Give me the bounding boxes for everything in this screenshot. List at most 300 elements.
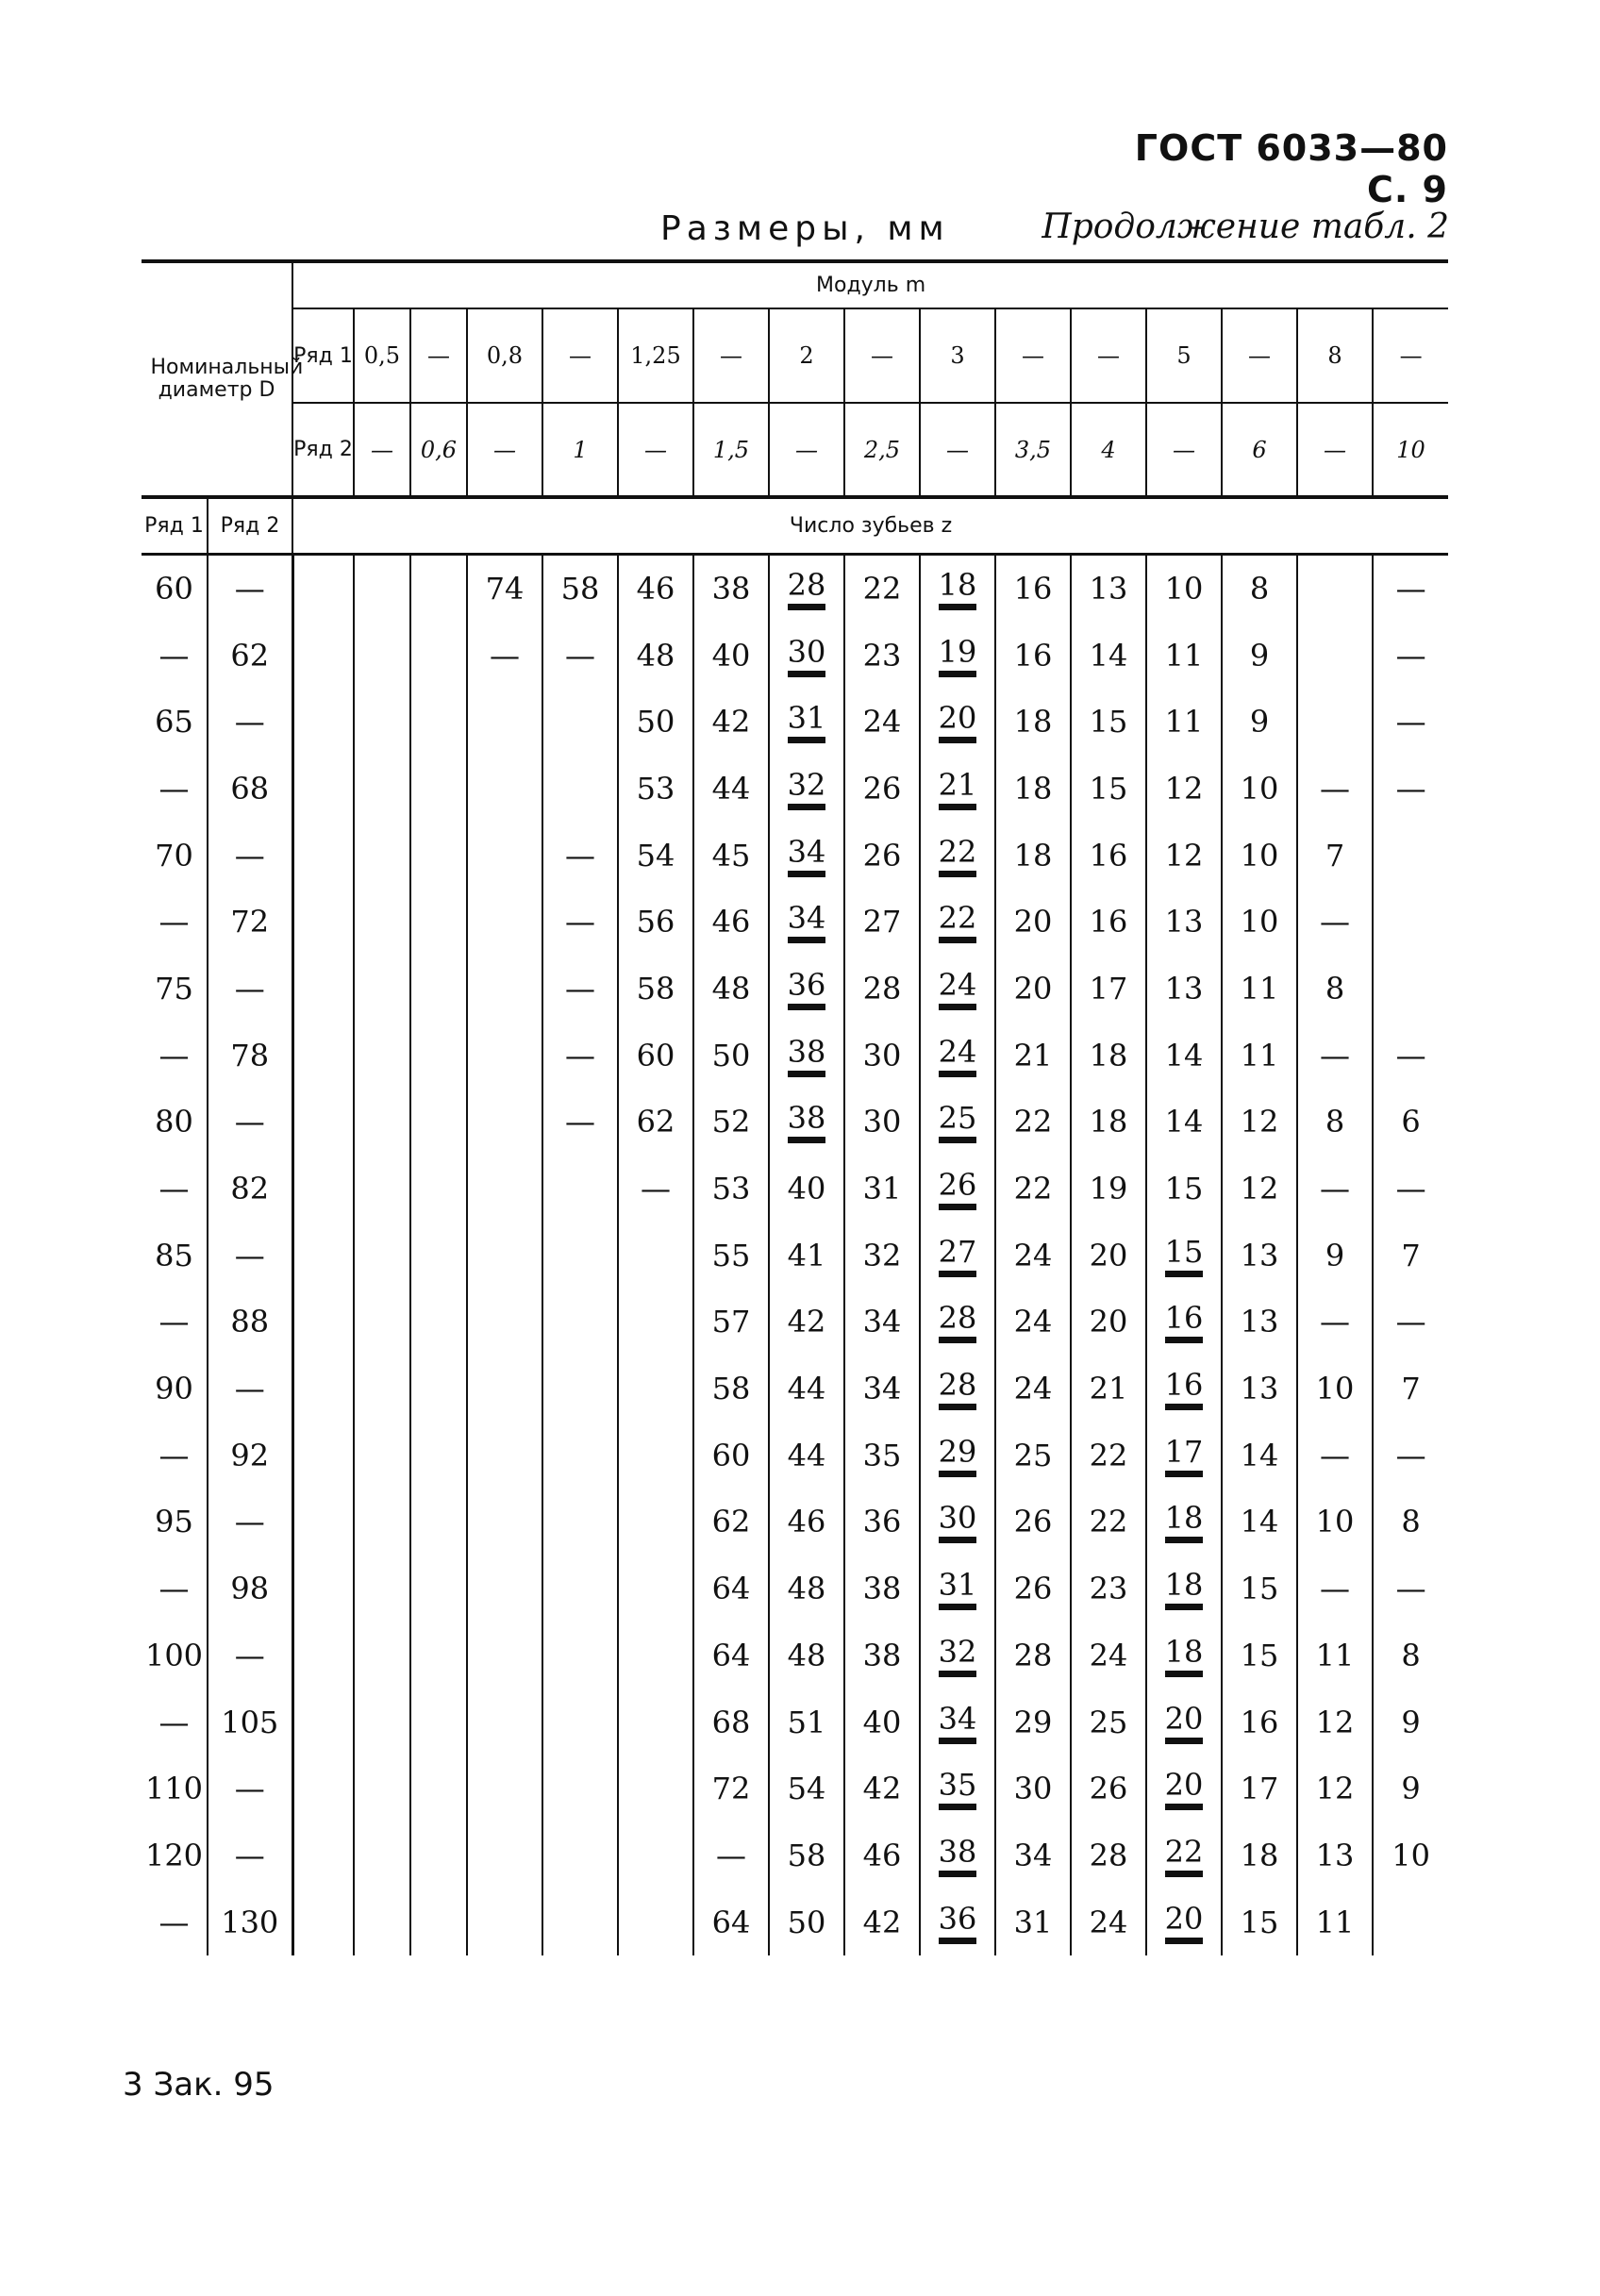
teeth-count-cell: [769, 1022, 844, 1089]
teeth-count-cell: 60: [618, 1022, 693, 1089]
teeth-count-cell: 21: [1071, 1356, 1146, 1423]
teeth-count-cell: [354, 554, 410, 622]
teeth-count-cell: 51: [769, 1689, 844, 1755]
teeth-count-cell: 13: [1222, 1356, 1297, 1423]
teeth-count-cell: 10: [1222, 822, 1297, 889]
teeth-count-cell: 7: [1373, 1222, 1448, 1289]
teeth-count-cell: 26: [844, 756, 920, 823]
teeth-count-cell: —: [1297, 1022, 1373, 1089]
teeth-count-cell: 44: [693, 756, 769, 823]
table-row: [142, 1289, 1448, 1356]
underlined-value: 30: [939, 1503, 977, 1543]
teeth-count-cell: [1297, 622, 1373, 689]
teeth-count-cell: [920, 1755, 995, 1822]
row-label-spacer: [292, 689, 354, 756]
teeth-count-cell: 42: [769, 1289, 844, 1356]
teeth-count-cell: [920, 1689, 995, 1755]
teeth-count-cell: 53: [693, 1156, 769, 1223]
row-label-spacer: [292, 1422, 354, 1489]
teeth-count-cell: 42: [844, 1755, 920, 1822]
diameter-row1-cell: 75: [155, 970, 193, 1007]
row-label-spacer: [292, 956, 354, 1023]
diameter-row2-cell: —: [208, 689, 292, 756]
teeth-count-cell: 14: [1222, 1489, 1297, 1556]
teeth-count-cell: 12: [1297, 1755, 1373, 1822]
teeth-count-cell: —: [542, 956, 618, 1023]
teeth-count-cell: [1297, 689, 1373, 756]
teeth-count-cell: 22: [844, 554, 920, 622]
teeth-count-cell: 64: [693, 1888, 769, 1955]
teeth-count-cell: [410, 1089, 467, 1156]
teeth-count-cell: [920, 1289, 995, 1356]
teeth-count-cell: 46: [844, 1822, 920, 1889]
teeth-count-cell: 41: [769, 1222, 844, 1289]
teeth-count-cell: 50: [693, 1022, 769, 1089]
teeth-count-cell: 13: [1146, 889, 1222, 956]
module-row1: [142, 308, 1448, 403]
teeth-count-cell: 29: [995, 1689, 1071, 1755]
teeth-count-cell: [542, 1422, 618, 1489]
teeth-count-cell: [354, 756, 410, 823]
row-label-spacer: [292, 1556, 354, 1622]
diameter-row1-label: Ряд 1: [144, 513, 204, 538]
teeth-count-cell: [410, 1222, 467, 1289]
teeth-count-cell: [410, 1156, 467, 1223]
teeth-count-cell: [920, 822, 995, 889]
teeth-count-cell: [467, 756, 542, 823]
teeth-count-cell: 13: [1071, 554, 1146, 622]
module-row2-cell: 1,5: [693, 403, 769, 497]
module-row1-cell: —: [844, 308, 920, 403]
table-row: [142, 689, 1448, 756]
underlined-value: 20: [1165, 1770, 1204, 1810]
diameter-row2-cell: 105: [208, 1689, 292, 1755]
teeth-count-cell: —: [1297, 1422, 1373, 1489]
table-row: [142, 1822, 1448, 1889]
teeth-count-cell: [410, 1422, 467, 1489]
teeth-count-cell: [769, 889, 844, 956]
diameter-row2-cell: —: [208, 1622, 292, 1689]
teeth-count-cell: [410, 1755, 467, 1822]
teeth-count-cell: [542, 1356, 618, 1423]
teeth-count-cell: [467, 1022, 542, 1089]
module-row1-cell: —: [1373, 308, 1448, 403]
teeth-count-cell: [1146, 1689, 1222, 1755]
underlined-value: 24: [939, 970, 977, 1010]
teeth-count-cell: 40: [769, 1156, 844, 1223]
teeth-count-cell: 18: [995, 822, 1071, 889]
diameter-row1-cell: —: [158, 1304, 190, 1340]
table-row: [142, 1422, 1448, 1489]
teeth-count-cell: [354, 1689, 410, 1755]
diameter-row1-cell: 65: [155, 704, 193, 740]
teeth-count-cell: 38: [844, 1556, 920, 1622]
teeth-count-cell: [410, 1022, 467, 1089]
module-row1-cell: —: [542, 308, 618, 403]
teeth-count-cell: 22: [995, 1089, 1071, 1156]
row-label-spacer: [292, 1289, 354, 1356]
diameter-row2-cell: —: [208, 1222, 292, 1289]
underlined-value: 28: [939, 1370, 977, 1410]
teeth-count-cell: 13: [1297, 1822, 1373, 1889]
teeth-count-cell: [467, 689, 542, 756]
teeth-count-cell: 20: [1071, 1289, 1146, 1356]
teeth-count-cell: 48: [769, 1622, 844, 1689]
teeth-count-cell: [354, 1556, 410, 1622]
row-label-spacer: [292, 554, 354, 622]
diameter-row2-cell: 78: [208, 1022, 292, 1089]
teeth-count-cell: —: [1373, 1022, 1448, 1089]
teeth-count-cell: 20: [995, 956, 1071, 1023]
teeth-count-cell: 28: [844, 956, 920, 1023]
teeth-count-cell: [769, 822, 844, 889]
teeth-count-cell: [618, 1489, 693, 1556]
teeth-count-cell: [542, 756, 618, 823]
table-row: [142, 1556, 1448, 1622]
teeth-count-cell: 22: [1071, 1489, 1146, 1556]
module-row2-cell: —: [1146, 403, 1222, 497]
teeth-count-cell: 15: [1222, 1622, 1297, 1689]
teeth-count-cell: [354, 1822, 410, 1889]
module-row1-cell: —: [1071, 308, 1146, 403]
sizes-caption: Размеры, мм: [660, 209, 950, 248]
underlined-value: 24: [939, 1037, 977, 1077]
table-row: [142, 622, 1448, 689]
module-row2-cell: —: [618, 403, 693, 497]
diameter-row2-cell: —: [208, 554, 292, 622]
underlined-value: 19: [939, 637, 977, 677]
teeth-count-cell: 24: [1071, 1888, 1146, 1955]
teeth-count-cell: [542, 1556, 618, 1622]
diameter-row1-cell: 85: [155, 1237, 193, 1273]
teeth-count-cell: —: [1373, 1422, 1448, 1489]
teeth-count-header: Число зубьев z: [292, 497, 1448, 554]
module-row1-label: Ряд 1: [292, 308, 354, 403]
teeth-count-cell: 12: [1222, 1156, 1297, 1223]
teeth-count-cell: 48: [769, 1556, 844, 1622]
teeth-count-cell: [542, 1888, 618, 1955]
teeth-count-cell: 14: [1222, 1422, 1297, 1489]
teeth-count-cell: [354, 1156, 410, 1223]
teeth-count-cell: —: [1297, 756, 1373, 823]
diameter-row2-cell: 68: [208, 756, 292, 823]
teeth-count-cell: 11: [1146, 689, 1222, 756]
teeth-count-cell: —: [467, 622, 542, 689]
table-row: [142, 756, 1448, 823]
teeth-count-cell: 23: [844, 622, 920, 689]
teeth-count-cell: [920, 1622, 995, 1689]
teeth-count-cell: [618, 1222, 693, 1289]
teeth-count-cell: 20: [995, 889, 1071, 956]
module-row2-cell: —: [920, 403, 995, 497]
diameter-row1-cell: 90: [155, 1371, 193, 1407]
diameter-row1-cell: —: [158, 1904, 190, 1940]
teeth-count-cell: 35: [844, 1422, 920, 1489]
teeth-count-cell: [354, 889, 410, 956]
underlined-value: 18: [1165, 1570, 1204, 1610]
teeth-count-cell: 30: [995, 1755, 1071, 1822]
teeth-count-cell: 11: [1297, 1622, 1373, 1689]
teeth-count-cell: [467, 1222, 542, 1289]
diameter-row2-cell: —: [208, 1089, 292, 1156]
teeth-count-cell: 9: [1297, 1222, 1373, 1289]
teeth-count-cell: [467, 1422, 542, 1489]
teeth-count-cell: [410, 1289, 467, 1356]
teeth-count-cell: 10: [1297, 1356, 1373, 1423]
teeth-count-cell: 14: [1146, 1089, 1222, 1156]
row-label-spacer: [292, 1622, 354, 1689]
underlined-value: 20: [1165, 1904, 1204, 1944]
diameter-row1-cell: —: [158, 637, 190, 674]
teeth-count-cell: 11: [1297, 1888, 1373, 1955]
teeth-count-cell: 8: [1297, 956, 1373, 1023]
diameter-row2-cell: 72: [208, 889, 292, 956]
module-row2-cell: —: [1297, 403, 1373, 497]
diameter-row2-cell: 82: [208, 1156, 292, 1223]
teeth-count-cell: 8: [1373, 1622, 1448, 1689]
teeth-count-cell: [618, 1755, 693, 1822]
teeth-count-cell: [467, 1888, 542, 1955]
row-label-spacer: [292, 1089, 354, 1156]
diameter-row1-cell: 60: [155, 570, 193, 607]
teeth-count-cell: [1146, 1622, 1222, 1689]
footer-note: 3 Зак. 95: [123, 2066, 275, 2104]
teeth-count-cell: —: [542, 1022, 618, 1089]
teeth-count-cell: 12: [1146, 822, 1222, 889]
teeth-count-cell: 31: [844, 1156, 920, 1223]
teeth-count-cell: [354, 822, 410, 889]
teeth-count-cell: [920, 622, 995, 689]
underlined-value: 17: [1165, 1437, 1204, 1477]
teeth-count-cell: —: [1297, 889, 1373, 956]
row-label-spacer: [292, 1822, 354, 1889]
table-row: [142, 1222, 1448, 1289]
teeth-count-cell: [410, 622, 467, 689]
module-row2-label: Ряд 2: [292, 403, 354, 497]
teeth-count-cell: 24: [844, 689, 920, 756]
teeth-count-cell: [920, 1022, 995, 1089]
teeth-count-cell: 44: [769, 1356, 844, 1423]
teeth-count-cell: 6: [1373, 1089, 1448, 1156]
diameter-row1-cell: 70: [155, 837, 193, 873]
diameter-row2-cell: 88: [208, 1289, 292, 1356]
teeth-count-cell: [542, 1156, 618, 1223]
teeth-count-cell: [618, 1422, 693, 1489]
teeth-count-cell: [920, 956, 995, 1023]
teeth-count-cell: 16: [1071, 889, 1146, 956]
diameter-row2-cell: —: [208, 822, 292, 889]
teeth-count-cell: 31: [995, 1888, 1071, 1955]
row-label-spacer: [292, 1689, 354, 1755]
row-label-spacer: [292, 1022, 354, 1089]
teeth-count-cell: [354, 1489, 410, 1556]
table-row: [142, 1089, 1448, 1156]
teeth-count-cell: —: [1373, 554, 1448, 622]
teeth-count-cell: 64: [693, 1556, 769, 1622]
underlined-value: 26: [939, 1170, 977, 1210]
teeth-count-cell: 11: [1222, 956, 1297, 1023]
teeth-count-cell: 9: [1222, 689, 1297, 756]
module-row1-cell: 1,25: [618, 308, 693, 403]
teeth-count-cell: [1373, 1888, 1448, 1955]
teeth-count-cell: [769, 689, 844, 756]
teeth-count-cell: 58: [769, 1822, 844, 1889]
underlined-value: 25: [939, 1103, 977, 1143]
underlined-value: 22: [1165, 1837, 1204, 1877]
teeth-count-cell: 9: [1373, 1755, 1448, 1822]
row-label-spacer: [292, 889, 354, 956]
module-header: Модуль m: [292, 261, 1448, 308]
teeth-count-cell: [618, 1822, 693, 1889]
teeth-count-cell: 24: [995, 1289, 1071, 1356]
teeth-count-cell: 46: [693, 889, 769, 956]
teeth-count-cell: 18: [1071, 1022, 1146, 1089]
teeth-count-cell: [467, 822, 542, 889]
teeth-count-cell: 15: [1071, 689, 1146, 756]
teeth-count-cell: 12: [1297, 1689, 1373, 1755]
teeth-count-cell: 22: [995, 1156, 1071, 1223]
teeth-count-cell: 25: [1071, 1689, 1146, 1755]
underlined-value: 38: [788, 1103, 826, 1143]
teeth-count-cell: 23: [1071, 1556, 1146, 1622]
underlined-value: 18: [1165, 1637, 1204, 1677]
teeth-count-cell: —: [1297, 1289, 1373, 1356]
teeth-count-cell: 21: [995, 1022, 1071, 1089]
teeth-count-cell: [769, 622, 844, 689]
teeth-count-cell: [410, 689, 467, 756]
teeth-count-cell: [920, 1822, 995, 1889]
row-label-spacer: [292, 622, 354, 689]
teeth-count-cell: 38: [693, 554, 769, 622]
teeth-count-cell: 60: [693, 1422, 769, 1489]
underlined-value: 22: [939, 837, 977, 877]
teeth-count-cell: 7: [1373, 1356, 1448, 1423]
underlined-value: 34: [939, 1704, 977, 1744]
module-row2-cell: —: [354, 403, 410, 497]
underlined-value: 32: [788, 770, 826, 810]
teeth-count-cell: —: [1373, 1156, 1448, 1223]
table-row: [142, 1689, 1448, 1755]
teeth-count-cell: [920, 1222, 995, 1289]
teeth-count-cell: 13: [1146, 956, 1222, 1023]
module-row2-cell: 1: [542, 403, 618, 497]
module-row1-cell: —: [410, 308, 467, 403]
teeth-count-cell: [410, 554, 467, 622]
teeth-count-cell: 57: [693, 1289, 769, 1356]
teeth-count-cell: 15: [1071, 756, 1146, 823]
diameter-row2-label: Ряд 2: [208, 497, 292, 554]
teeth-count-cell: 18: [1071, 1089, 1146, 1156]
underlined-value: 38: [939, 1837, 977, 1877]
teeth-count-cell: 26: [1071, 1755, 1146, 1822]
teeth-count-cell: [542, 1289, 618, 1356]
teeth-count-cell: [467, 1755, 542, 1822]
module-row2-cell: —: [467, 403, 542, 497]
teeth-count-cell: 19: [1071, 1156, 1146, 1223]
teeth-count-cell: 10: [1222, 756, 1297, 823]
teeth-count-cell: [920, 889, 995, 956]
teeth-count-cell: [467, 1089, 542, 1156]
table-row: [142, 1888, 1448, 1955]
teeth-count-cell: [542, 1755, 618, 1822]
row-label-spacer: [292, 1356, 354, 1423]
diameter-header: [142, 261, 304, 497]
teeth-count-cell: 8: [1297, 1089, 1373, 1156]
teeth-count-cell: 53: [618, 756, 693, 823]
teeth-count-cell: [467, 1356, 542, 1423]
teeth-count-cell: 10: [1222, 889, 1297, 956]
teeth-count-cell: [542, 1622, 618, 1689]
underlined-value: 31: [939, 1570, 977, 1610]
teeth-count-cell: [354, 1422, 410, 1489]
teeth-count-cell: [1146, 1556, 1222, 1622]
teeth-count-cell: 56: [618, 889, 693, 956]
underlined-value: 20: [1165, 1704, 1204, 1744]
teeth-count-cell: 24: [995, 1222, 1071, 1289]
table-continuation-caption: Продолжение табл. 2: [1042, 208, 1449, 246]
underlined-value: 21: [939, 770, 977, 810]
teeth-count-cell: [920, 1556, 995, 1622]
teeth-count-cell: 58: [618, 956, 693, 1023]
teeth-count-cell: 7: [1297, 822, 1373, 889]
teeth-count-cell: [354, 956, 410, 1023]
teeth-count-cell: 46: [769, 1489, 844, 1556]
teeth-count-cell: 27: [844, 889, 920, 956]
teeth-count-cell: 62: [618, 1089, 693, 1156]
diameter-row1-cell: —: [158, 1704, 190, 1740]
teeth-count-cell: [1146, 1888, 1222, 1955]
teeth-count-cell: [354, 1022, 410, 1089]
teeth-count-cell: [354, 1755, 410, 1822]
underlined-value: 16: [1165, 1303, 1204, 1343]
teeth-count-cell: 50: [769, 1888, 844, 1955]
teeth-count-cell: 9: [1373, 1689, 1448, 1755]
teeth-count-cell: [920, 1489, 995, 1556]
teeth-count-cell: 8: [1222, 554, 1297, 622]
diameter-row2-cell: —: [208, 1356, 292, 1423]
teeth-count-cell: —: [618, 1156, 693, 1223]
teeth-count-cell: —: [1297, 1156, 1373, 1223]
teeth-count-cell: 18: [995, 756, 1071, 823]
diameter-row1-cell: —: [158, 1171, 190, 1207]
teeth-count-cell: [920, 689, 995, 756]
diameter-row1-cell: 95: [155, 1504, 193, 1540]
page-header-doc-ref: ГОСТ 6033—80 С. 9: [1134, 127, 1448, 210]
teeth-count-cell: [467, 1622, 542, 1689]
teeth-count-cell: 26: [995, 1556, 1071, 1622]
module-row1-cell: —: [693, 308, 769, 403]
module-row2: [142, 403, 1448, 497]
teeth-count-cell: 10: [1373, 1822, 1448, 1889]
teeth-count-cell: [354, 689, 410, 756]
teeth-count-cell: [410, 1689, 467, 1755]
diameter-row2-cell: —: [208, 1489, 292, 1556]
teeth-count-cell: 48: [693, 956, 769, 1023]
module-row2-cell: 2,5: [844, 403, 920, 497]
table-row: [142, 1622, 1448, 1689]
teeth-count-cell: 18: [1222, 1822, 1297, 1889]
underlined-value: 28: [939, 1303, 977, 1343]
teeth-count-cell: [467, 889, 542, 956]
teeth-count-cell: 13: [1222, 1222, 1297, 1289]
underlined-value: 18: [939, 570, 977, 610]
underlined-value: 30: [788, 637, 826, 677]
teeth-count-cell: [1373, 822, 1448, 889]
teeth-count-cell: —: [1373, 756, 1448, 823]
underlined-value: 18: [1165, 1503, 1204, 1543]
teeth-count-cell: 40: [693, 622, 769, 689]
underlined-value: 36: [788, 970, 826, 1010]
